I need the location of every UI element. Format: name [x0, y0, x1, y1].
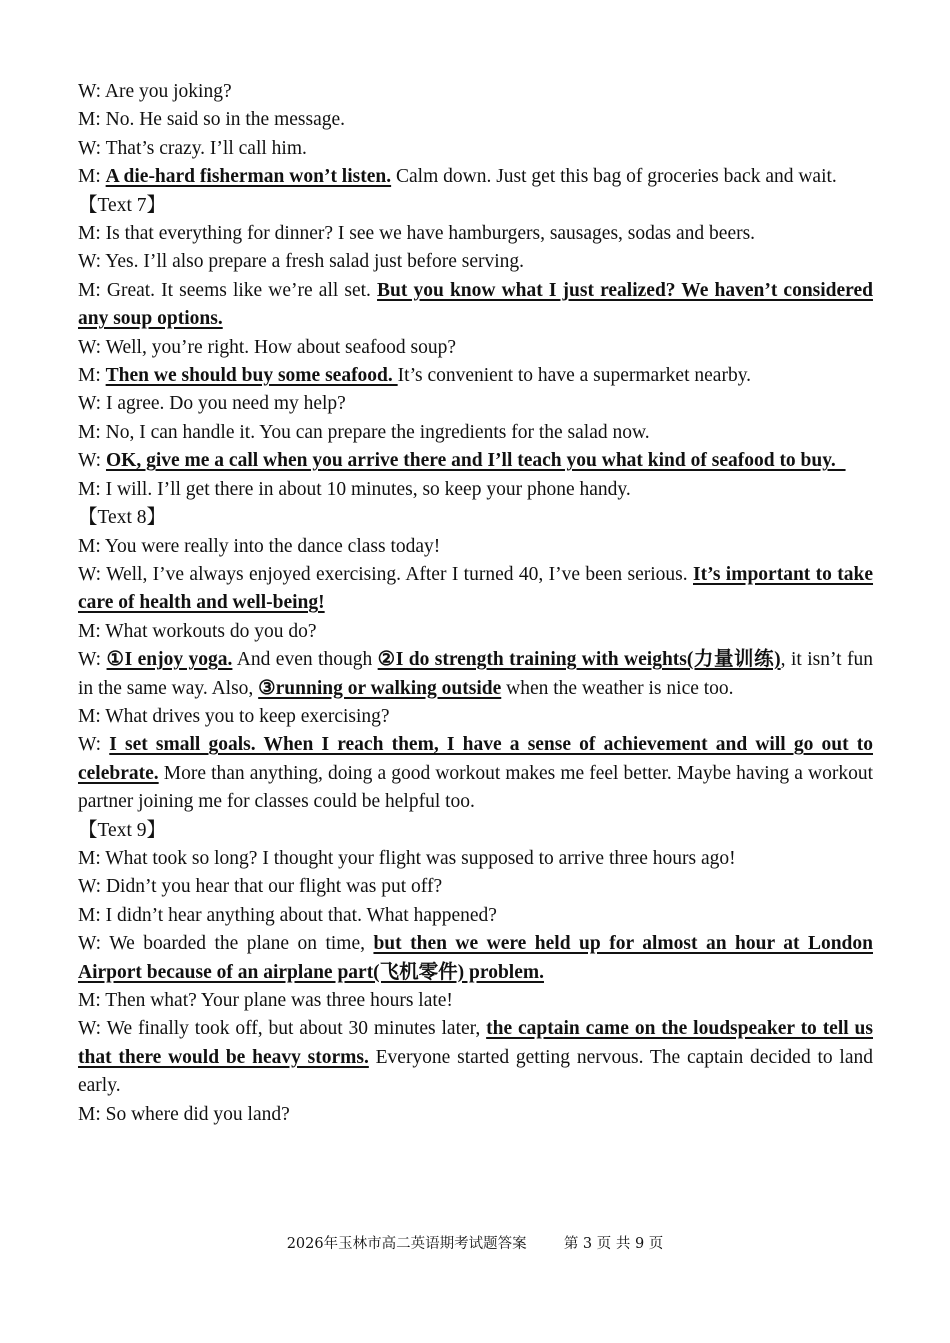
page-footer	[0, 1232, 950, 1253]
dialogue-text: W: We boarded the plane on time,	[78, 933, 374, 955]
dialogue-text: It’s convenient to have a supermarket nearby.	[397, 365, 752, 387]
key-answer-text: A die-hard fisherman won’t listen.	[105, 166, 392, 188]
dialogue-text: W: We finally took off, but about 30 minutes later,	[78, 1018, 487, 1040]
dialogue-text: M: Then what? Your plane was three hours late!	[78, 990, 453, 1011]
dialogue-line	[78, 646, 873, 703]
dialogue-line	[78, 561, 873, 618]
dialogue-text: W:	[78, 649, 107, 671]
dialogue-text: M: I will. I’ll get there in about 10 minutes, so keep your phone handy.	[78, 478, 631, 500]
dialogue-line	[78, 1101, 873, 1129]
dialogue-text: W:	[78, 450, 106, 472]
dialogue-line	[78, 419, 873, 447]
key-answer-text: I set small goals. When I reach them, I have a sense of achievement and will go out to celebrate.	[78, 734, 873, 784]
dialogue-text: M: I didn’t hear anything about that. What happened?	[78, 904, 497, 926]
section-heading	[78, 817, 873, 845]
dialogue-text: M:	[78, 166, 106, 188]
dialogue-line	[78, 106, 873, 134]
dialogue-text: 【Text 8】	[78, 507, 166, 529]
transcript-body	[78, 78, 873, 1129]
dialogue-line	[78, 476, 873, 504]
key-answer-text: OK, give me a call when you arrive there and I’ll teach you what kind of seafood to buy.	[105, 450, 846, 472]
dialogue-text: , it isn’t fun in the same way. Also,	[78, 649, 873, 699]
dialogue-text: M: No. He said so in the message.	[78, 109, 346, 131]
dialogue-line	[78, 618, 873, 646]
dialogue-line	[78, 277, 873, 334]
dialogue-text: W:	[78, 734, 110, 756]
dialogue-line	[78, 930, 873, 987]
dialogue-text: M: No, I can handle it. You can prepare the ingredients for the salad now.	[78, 421, 650, 443]
key-answer-text: Then we should buy some seafood.	[105, 365, 398, 387]
dialogue-line	[78, 845, 873, 873]
section-heading	[78, 192, 873, 220]
dialogue-line	[78, 1015, 873, 1100]
dialogue-line	[78, 987, 873, 1015]
key-answer-text: But you know what I just realized? We haven’t considered any soup options.	[78, 279, 873, 330]
dialogue-line	[78, 135, 873, 163]
footer-title: 2026年玉林市高二英语期考试题答案	[286, 1236, 527, 1252]
key-answer-text: ③running or walking outside	[258, 677, 502, 699]
footer-page-number: 第 3 页 共 9 页	[563, 1236, 664, 1252]
dialogue-line	[78, 334, 873, 362]
dialogue-text: Everyone started getting nervous. The captain decided to land early.	[78, 1046, 873, 1097]
dialogue-line	[78, 163, 873, 191]
dialogue-line	[78, 731, 873, 816]
dialogue-text: More than anything, doing a good workout makes me feel better. Maybe having a workout partner joining me for classes could be helpful too.	[78, 762, 873, 813]
dialogue-text: 【Text 7】	[78, 194, 166, 216]
dialogue-text: W: Well, I’ve always enjoyed exercising. After I turned 40, I’ve been serious.	[78, 563, 693, 585]
dialogue-text: M: You were really into the dance class today!	[78, 535, 441, 557]
dialogue-line	[78, 390, 873, 418]
dialogue-line	[78, 533, 873, 561]
dialogue-line	[78, 220, 873, 248]
dialogue-text: M: Is that everything for dinner? I see we have hamburgers, sausages, sodas and beers.	[78, 223, 756, 245]
dialogue-text: W: Well, you’re right. How about seafood soup?	[78, 336, 457, 358]
dialogue-text: M: What drives you to keep exercising?	[78, 705, 390, 727]
dialogue-line	[78, 248, 873, 276]
dialogue-line	[78, 703, 873, 731]
key-answer-text: the captain came on the loudspeaker to tell us that there would be heavy storms.	[78, 1018, 873, 1068]
dialogue-text: M: So where did you land?	[78, 1103, 290, 1125]
dialogue-text: W: That’s crazy. I’ll call him.	[78, 137, 307, 159]
dialogue-text: And even though	[232, 649, 378, 671]
dialogue-line	[78, 447, 873, 475]
dialogue-text: M: What took so long? I thought your flight was supposed to arrive three hours ago!	[78, 847, 736, 869]
section-heading	[78, 504, 873, 532]
dialogue-text: W: Are you joking?	[78, 81, 232, 102]
dialogue-line	[78, 902, 873, 930]
key-answer-text: It’s important to take care of health and well-being!	[78, 563, 874, 614]
key-answer-text: ①I enjoy yoga.	[106, 649, 233, 671]
dialogue-text: M:	[78, 365, 106, 387]
key-answer-text: ②I do strength training with weights(力量训练)	[377, 649, 781, 671]
dialogue-text: M: Great. It seems like we’re all set.	[78, 279, 378, 301]
dialogue-text: 【Text 9】	[78, 819, 166, 841]
dialogue-line	[78, 873, 873, 901]
dialogue-line	[78, 362, 873, 390]
dialogue-text: when the weather is nice too.	[501, 677, 734, 699]
dialogue-text: W: I agree. Do you need my help?	[78, 393, 346, 415]
dialogue-text: M: What workouts do you do?	[78, 620, 317, 642]
dialogue-line	[78, 78, 873, 106]
dialogue-text: Calm down. Just get this bag of groceries back and wait.	[391, 166, 837, 188]
dialogue-text: W: Didn’t you hear that our flight was put off?	[78, 876, 443, 898]
dialogue-text: W: Yes. I’ll also prepare a fresh salad just before serving.	[78, 251, 525, 273]
key-answer-text: but then we were held up for almost an hour at London Airport because of an airplane part(飞机零件) problem.	[78, 933, 873, 983]
